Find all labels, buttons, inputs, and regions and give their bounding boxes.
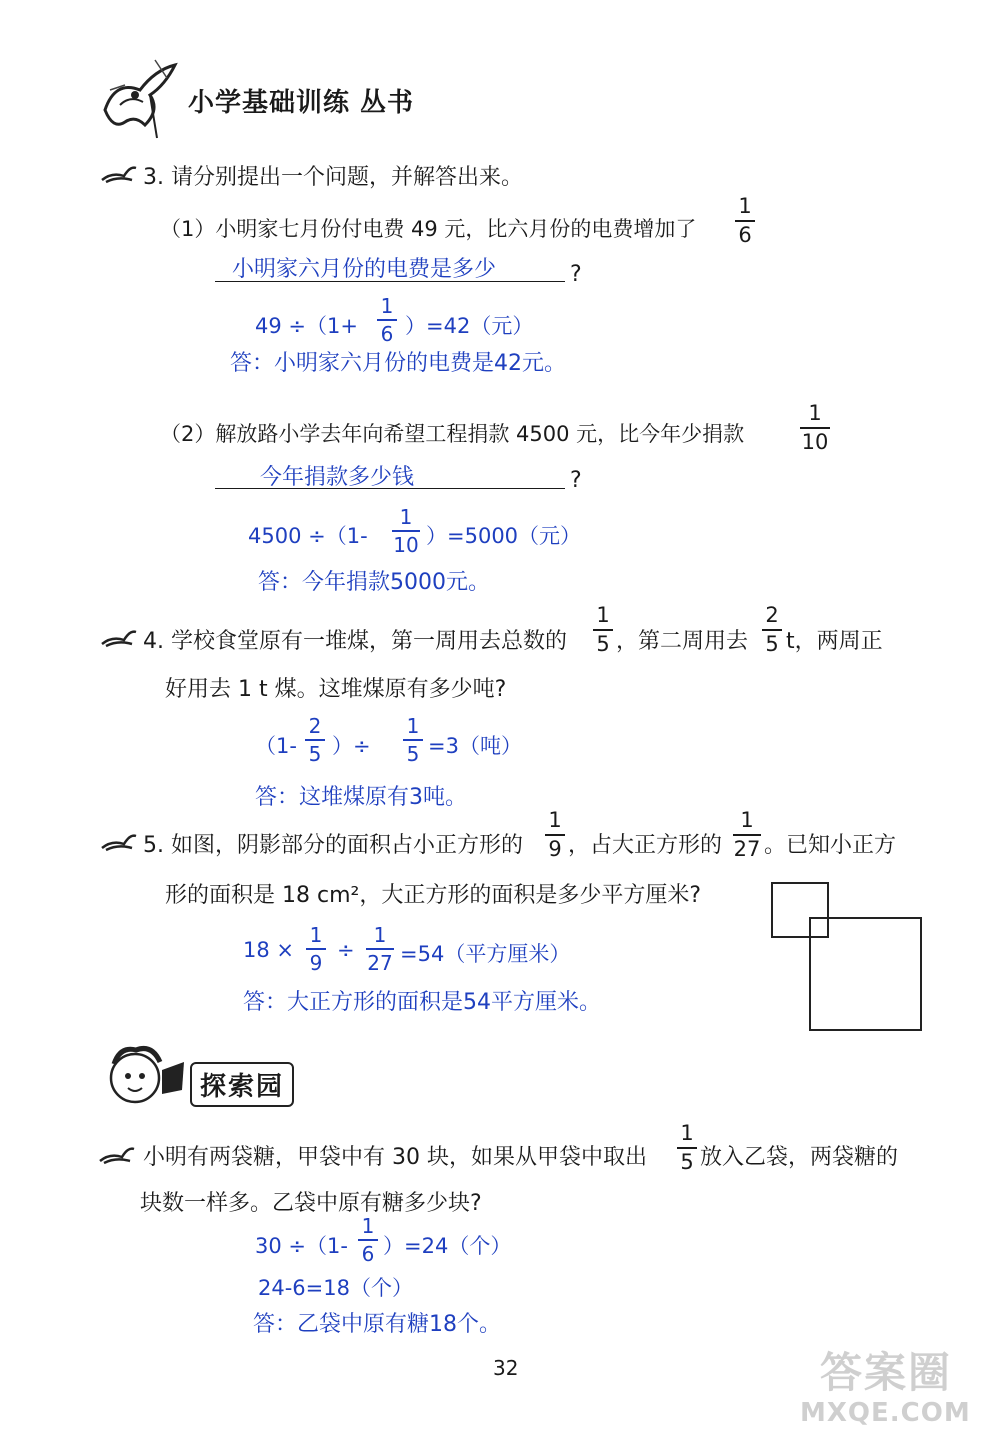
pen-bullet-icon	[98, 1143, 136, 1165]
q3-p1-calc-a: 49 ÷（1+	[255, 314, 358, 338]
fraction-denominator: 5	[680, 1150, 694, 1174]
q3-p2-question: 今年捐款多少钱	[260, 465, 415, 490]
q3-p1-fraction	[735, 196, 755, 246]
page-number: 32	[493, 1356, 519, 1380]
q5-calc-fraction-2	[366, 925, 394, 973]
explore-fraction	[677, 1123, 697, 1173]
q3-p2-answer: 答：今年捐款5000元。	[258, 570, 490, 595]
explore-mascot-image	[100, 1040, 190, 1110]
fraction-numerator: 1	[680, 1121, 694, 1145]
fraction-numerator: 1	[361, 1214, 375, 1238]
q5-calc-c: =54（平方厘米）	[400, 942, 571, 966]
q4-line1-a: 4. 学校食堂原有一堆煤，第一周用去总数的	[143, 629, 567, 654]
q5-calc-b: ÷	[337, 938, 355, 962]
q3-p1-question: 小明家六月份的电费是多少	[232, 257, 497, 282]
explore-line1-a: 小明有两袋糖，甲袋中有 30 块，如果从甲袋中取出	[143, 1145, 647, 1170]
explore-calc1-b: ）=24（个）	[383, 1234, 512, 1258]
q3-p1-answer: 答：小明家六月份的电费是42元。	[230, 351, 566, 376]
q4-line1-c: t，两周正	[786, 629, 883, 654]
q3-p1-calc-b: ）=42（元）	[405, 314, 534, 338]
fraction-denominator: 5	[765, 632, 779, 656]
fraction-denominator: 6	[738, 223, 752, 247]
answer-line	[215, 281, 565, 282]
q4-calc-fraction-2	[403, 716, 423, 764]
fraction-numerator: 2	[765, 603, 779, 627]
explore-line1-b: 放入乙袋，两袋糖的	[700, 1145, 899, 1170]
fraction-numerator: 1	[596, 603, 610, 627]
pen-bullet-icon	[100, 830, 138, 852]
watermark-site: MXQE.COM	[800, 1398, 971, 1428]
pen-bullet-icon	[100, 626, 138, 648]
q3-p2-fraction	[800, 403, 830, 453]
q4-calc-a: （1-	[255, 734, 297, 758]
header-logo-image	[95, 50, 185, 145]
fraction-denominator: 9	[548, 837, 562, 861]
q5-line1-b: ，占大正方形的	[568, 833, 723, 858]
q3-p2-text: （2）解放路小学去年向希望工程捐款 4500 元，比今年少捐款	[160, 422, 745, 446]
fraction-numerator: 1	[399, 505, 413, 529]
series-title: 小学基础训练 丛书	[188, 88, 415, 118]
q5-calc-a: 18 ×	[243, 938, 294, 962]
question-mark: ?	[570, 262, 582, 287]
fraction-denominator: 5	[596, 632, 610, 656]
question-mark: ?	[570, 468, 582, 493]
fraction-denominator: 5	[308, 742, 322, 766]
fraction-denominator: 6	[380, 322, 394, 346]
explore-answer: 答：乙袋中原有糖18个。	[253, 1312, 501, 1337]
q3-p2-calc-a: 4500 ÷（1-	[248, 524, 368, 548]
q4-fraction-1	[593, 605, 613, 655]
answer-line	[215, 488, 565, 489]
fraction-denominator: 6	[361, 1242, 375, 1266]
q5-calc-fraction-1	[306, 925, 326, 973]
fraction-numerator: 1	[738, 194, 752, 218]
fraction-denominator: 10	[801, 430, 829, 454]
q5-line1-a: 5. 如图，阴影部分的面积占小正方形的	[143, 833, 523, 858]
fraction-numerator: 1	[740, 808, 754, 832]
q5-answer: 答：大正方形的面积是54平方厘米。	[243, 990, 601, 1015]
q5-line1-c: 。已知小正方	[764, 833, 897, 858]
q5-fraction-2	[733, 810, 761, 860]
explore-calc1-a: 30 ÷（1-	[255, 1234, 348, 1258]
q4-calc-b: ）÷	[332, 734, 371, 758]
q4-calc-fraction-1	[305, 716, 325, 764]
fraction-numerator: 1	[373, 923, 387, 947]
explore-calc1-fraction	[358, 1216, 378, 1264]
squares-diagram	[768, 880, 926, 1035]
fraction-denominator: 27	[733, 837, 761, 861]
q4-fraction-2	[762, 605, 782, 655]
fraction-denominator: 10	[393, 533, 419, 557]
watermark-logo: 答案圈	[820, 1348, 953, 1397]
fraction-numerator: 1	[808, 401, 822, 425]
explore-line2: 块数一样多。乙袋中原有糖多少块?	[140, 1191, 482, 1216]
q3-p1-calc-fraction	[377, 296, 397, 344]
fraction-numerator: 1	[380, 294, 394, 318]
q3-p1-text: （1）小明家七月份付电费 49 元，比六月份的电费增加了	[160, 217, 697, 241]
fraction-numerator: 1	[548, 808, 562, 832]
pen-bullet-icon	[100, 162, 138, 184]
q4-answer: 答：这堆煤原有3吨。	[255, 785, 467, 810]
explore-section-title: 探索园	[190, 1062, 294, 1107]
q3-p2-calc-b: ）=5000（元）	[426, 524, 582, 548]
q4-line1-b: ，第二周用去	[616, 629, 749, 654]
fraction-numerator: 1	[309, 923, 323, 947]
q5-fraction-1	[545, 810, 565, 860]
fraction-numerator: 2	[308, 714, 322, 738]
fraction-numerator: 1	[406, 714, 420, 738]
q3-p2-calc-fraction	[392, 507, 420, 555]
q5-line2: 形的面积是 18 cm²，大正方形的面积是多少平方厘米?	[165, 883, 702, 908]
fraction-denominator: 9	[309, 951, 323, 975]
fraction-denominator: 27	[367, 951, 393, 975]
explore-calc2: 24-6=18（个）	[258, 1276, 413, 1300]
q4-calc-c: =3（吨）	[428, 734, 522, 758]
q4-line2: 好用去 1 t 煤。这堆煤原有多少吨?	[165, 677, 507, 702]
fraction-denominator: 5	[406, 742, 420, 766]
q3-title: 3. 请分别提出一个问题，并解答出来。	[143, 165, 523, 190]
